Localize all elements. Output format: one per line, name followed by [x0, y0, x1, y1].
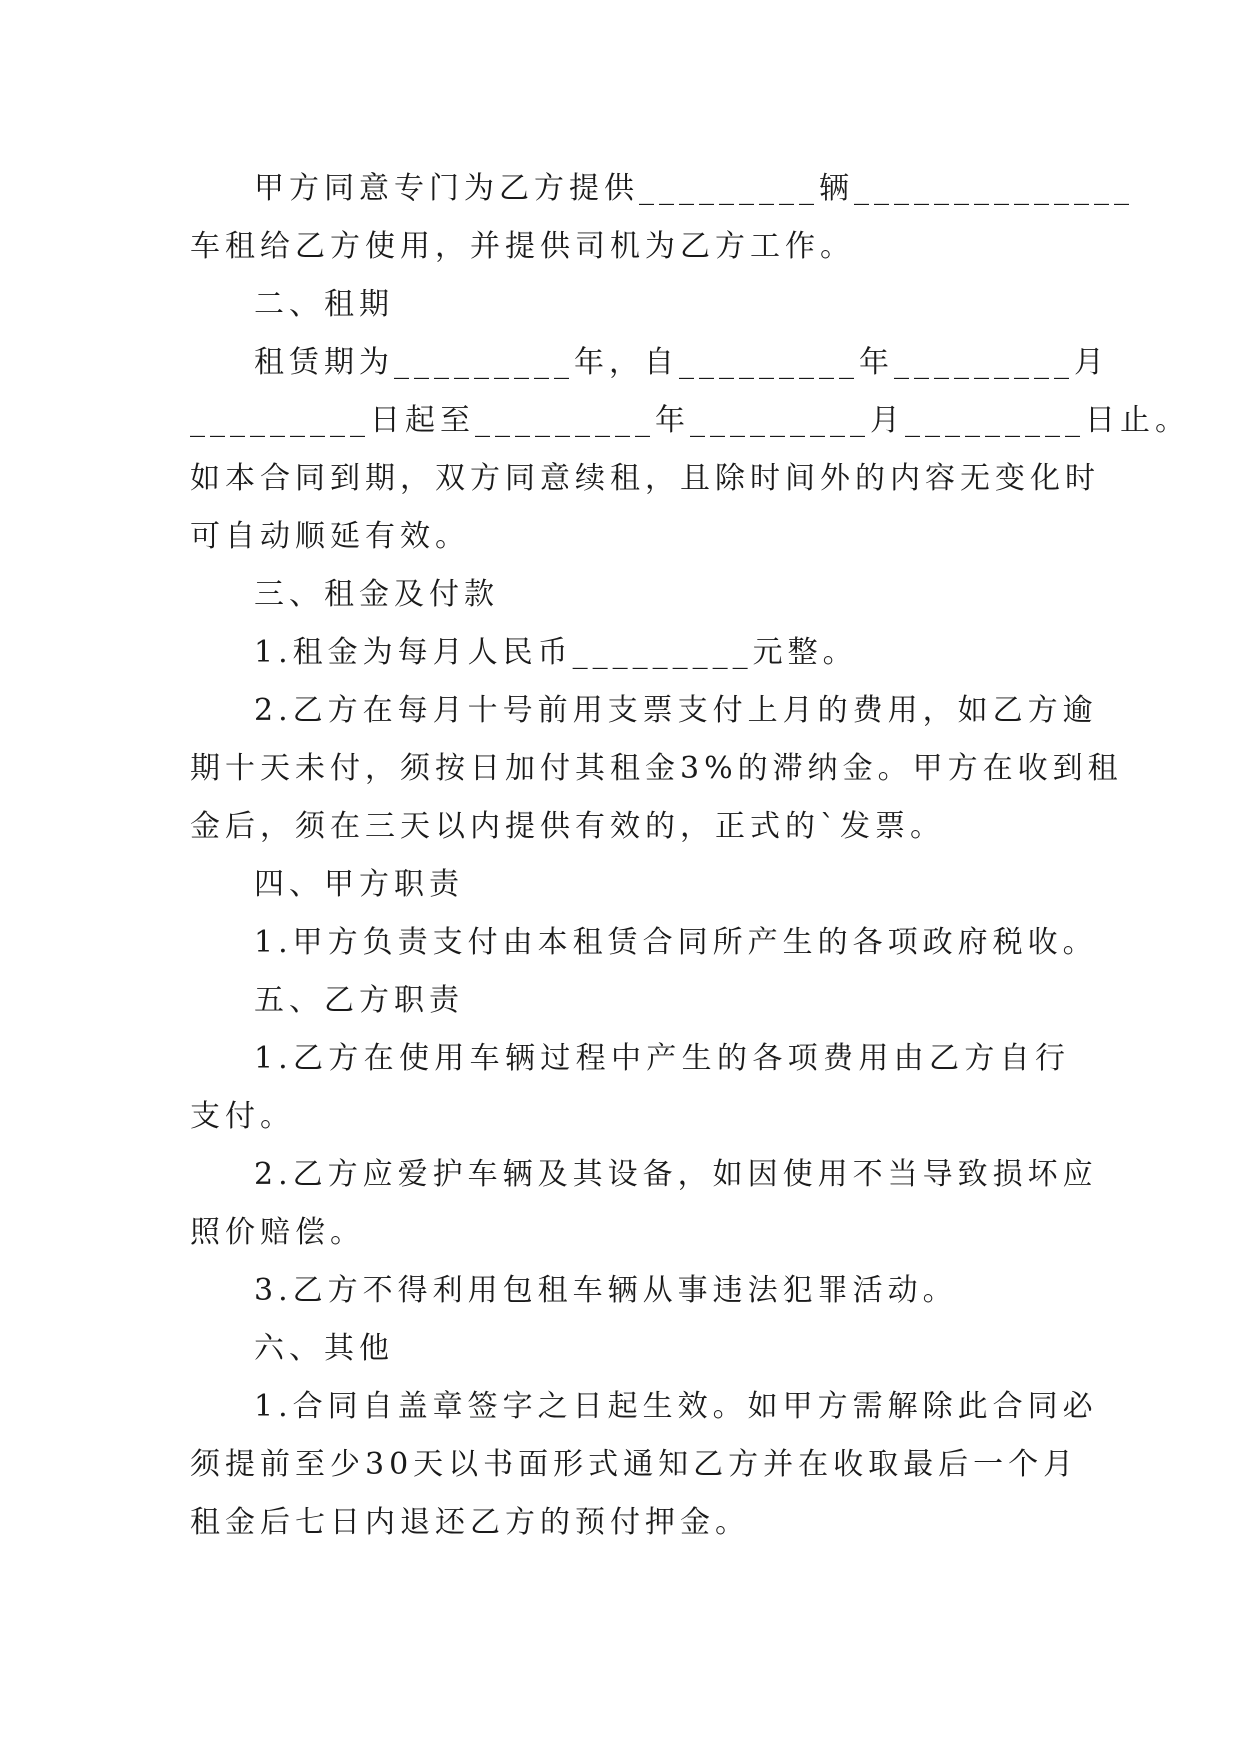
section-heading: 五、乙方职责 [254, 983, 464, 1018]
paragraph-line: 可自动顺延有效。 [190, 519, 470, 554]
paragraph-line: 1.甲方负责支付由本租赁合同所产生的各项政府税收。 [254, 925, 1098, 960]
contract-body [190, 160, 1190, 1552]
section-heading: 二、租期 [254, 287, 394, 322]
paragraph-line: 1.租金为每月人民币_________元整。 [254, 635, 858, 670]
paragraph-line: _________日起至_________年_________月_________日止。 [190, 403, 1190, 438]
paragraph-line: 租金后七日内退还乙方的预付押金。 [190, 1505, 750, 1540]
paragraph-line: 车租给乙方使用，并提供司机为乙方工作。 [190, 229, 855, 264]
paragraph-line: 金后，须在三天以内提供有效的，正式的`发票。 [190, 809, 945, 844]
paragraph-line: 2.乙方在每月十号前用支票支付上月的费用，如乙方逾 [254, 693, 1098, 728]
section-heading: 六、其他 [254, 1331, 394, 1366]
paragraph-line: 须提前至少30天以书面形式通知乙方并在收取最后一个月 [190, 1447, 1079, 1482]
paragraph-line: 支付。 [190, 1099, 295, 1134]
paragraph-line: 如本合同到期，双方同意续租，且除时间外的内容无变化时 [190, 461, 1100, 496]
paragraph-line: 照价赔偿。 [190, 1215, 365, 1250]
paragraph-line: 3.乙方不得利用包租车辆从事违法犯罪活动。 [254, 1273, 958, 1308]
section-heading: 四、甲方职责 [254, 867, 464, 902]
paragraph-line: 2.乙方应爱护车辆及其设备，如因使用不当导致损坏应 [254, 1157, 1098, 1192]
paragraph-line: 1.乙方在使用车辆过程中产生的各项费用由乙方自行 [254, 1041, 1070, 1076]
paragraph-line: 1.合同自盖章签字之日起生效。如甲方需解除此合同必 [254, 1389, 1098, 1424]
paragraph-line: 期十天未付，须按日加付其租金3%的滞纳金。甲方在收到租 [190, 751, 1123, 786]
paragraph-line: 租赁期为_________年，自_________年_________月 [254, 345, 1109, 380]
section-heading: 三、租金及付款 [254, 577, 499, 612]
paragraph-line: 甲方同意专门为乙方提供_________辆______________ [254, 171, 1134, 206]
